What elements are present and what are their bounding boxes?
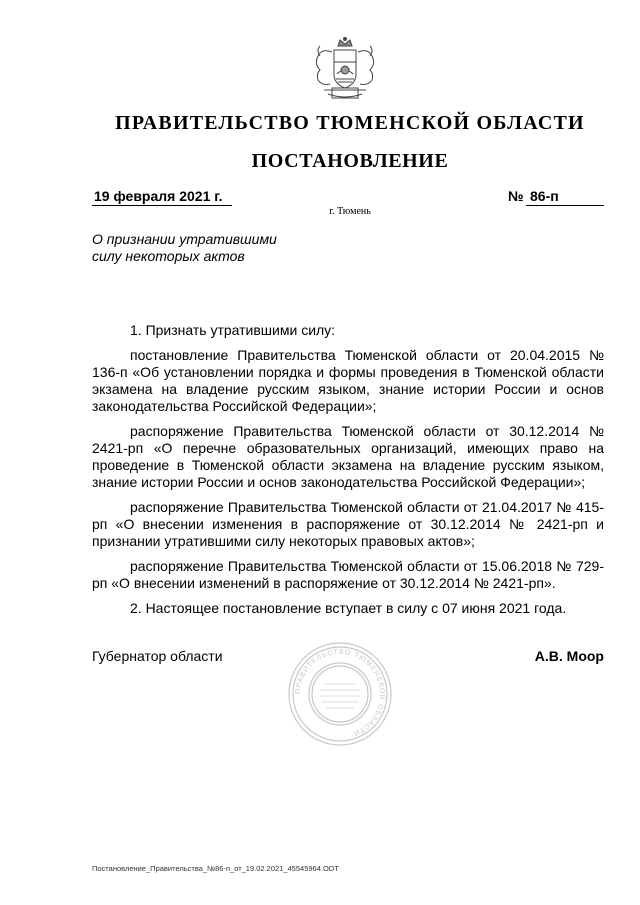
document-body [92, 322, 604, 625]
organization-title: ПРАВИТЕЛЬСТВО ТЮМЕНСКОЙ ОБЛАСТИ [115, 112, 585, 134]
signatory-name: А.В. Моор [534, 648, 604, 664]
body-paragraph: 2. Настоящее постановление вступает в силу с 07 июня 2021 года. [130, 600, 567, 616]
document-number: 86-п [526, 188, 604, 206]
body-paragraph: распоряжение Правительства Тюменской области от 15.06.2018 № 729-рп «О внесении изменений в распоряжение от 30.12.2014 № 2421-рп». [92, 558, 604, 591]
seal-text: ПРАВИТЕЛЬСТВО ТЮМЕНСКОЙ ОБЛАСТИ [294, 648, 386, 737]
subject-line: О признании утратившими [92, 231, 277, 247]
document-subject [92, 231, 332, 265]
subject-line: силу некоторых актов [92, 248, 245, 264]
city-name: г. Тюмень [329, 206, 371, 217]
document-type-title: ПОСТАНОВЛЕНИЕ [251, 150, 449, 172]
signatory-title: Губернатор области [92, 648, 223, 664]
document-date: 19 февраля 2021 г. [92, 188, 232, 206]
coat-of-arms-emblem [304, 36, 386, 106]
document-number-label: № [508, 188, 524, 204]
body-paragraph: 1. Признать утратившими силу: [130, 322, 336, 338]
body-paragraph: распоряжение Правительства Тюменской области от 21.04.2017 № 415-рп «О внесении изменения в распоряжение от 30.12.2014 № 2421-рп и признании утратившими силу некоторых правовых актов»; [92, 499, 604, 549]
file-name-footer: Постановление_Правительства_№86-п_от_19.02.2021_45545964.ODT [92, 864, 339, 873]
body-paragraph: постановление Правительства Тюменской области от 20.04.2015 № 136-п «Об установлении порядка и формы проведения в Тюменской области экзамена на владение русским языком, знание истории России и основ законодательства Российской Федерации»; [92, 347, 604, 414]
body-paragraph: распоряжение Правительства Тюменской области от 30.12.2014 № 2421-рп «О перечне образовательных организаций, имеющих право на проведение в Тюменской области экзамена на владение русским языком, знание истории России и основ законодательства Российской Федерации»; [92, 423, 604, 490]
official-seal-stamp [286, 640, 394, 748]
